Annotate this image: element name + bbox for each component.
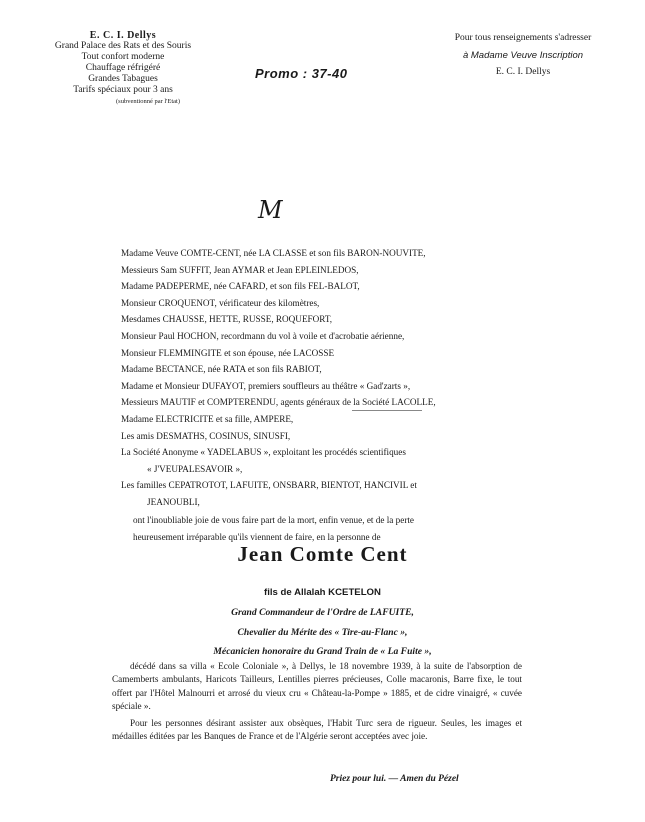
mourners-list: [121, 245, 561, 546]
monogram: M: [258, 196, 283, 224]
header-line: Grand Palace des Rats et des Souris: [54, 41, 192, 51]
honor-title: Mécanicien honoraire du Grand Train de « La Fuite »,: [213, 646, 432, 658]
header-line: Tarifs spéciaux pour 3 ans: [73, 85, 173, 95]
mourner-line: Les familles CEPATROTOT, LAFUITE, ONSBARR, BIENTOT, HANCIVIL et: [121, 480, 417, 491]
mourner-line: Messieurs MAUTIF et COMPTERENDU, agents généraux de la Société LACOLLE,: [121, 397, 436, 408]
divider-line: [352, 410, 422, 411]
mourner-line: Mesdames CHAUSSE, HETTE, RUSSE, ROQUEFORT,: [121, 314, 333, 325]
death-details-paragraph: décédé dans sa villa « Ecole Coloniale », à Dellys, le 18 novembre 1939, à la suite de l'absorption de Camemberts ambulants, Haricots Tailleurs, Lentilles pierres précieuses, Colle macaronis, Barre fixe, le tout offert par l'Hôtel Malnourri et arrosé du vieux cru « Château-la-Pompe » 1885, et de cidre vinaigré, « cuvée spéciale ».: [112, 661, 522, 712]
deceased-name: Jean Comte Cent: [237, 542, 408, 566]
promo-title: Promo : 37-40: [255, 66, 348, 81]
header-line: Tout confort moderne: [81, 52, 165, 62]
organization-name: E. C. I. Dellys: [89, 30, 157, 41]
mourner-line: Madame Veuve COMTE-CENT, née LA CLASSE et son fils BARON-NOUVITE,: [121, 248, 426, 258]
mourner-line: Monsieur CROQUENOT, vérificateur des kilomètres,: [121, 297, 320, 308]
mourner-line: Madame BECTANCE, née RATA et son fils RABIOT,: [121, 364, 322, 375]
closing-signature: Priez pour lui. — Amen du Pézel: [330, 774, 459, 784]
contact-name: à Madame Veuve Inscription: [462, 50, 584, 61]
contact-line: Pour tous renseignements s'adresser: [454, 33, 592, 43]
header-line: Chauffage réfrigéré: [85, 63, 161, 73]
mourner-line: La Société Anonyme « YADELABUS », exploitant les procédés scientifiques: [121, 447, 406, 458]
honor-title: Grand Commandeur de l'Ordre de LAFUITE,: [231, 606, 414, 618]
announcement-line: ont l'inoubliable joie de vous faire part de la mort, enfin venue, et de la perte: [133, 514, 415, 525]
announcement-line: heureusement irréparable qu'ils viennent de faire, en la personne de: [133, 532, 381, 543]
mourner-line: Madame ELECTRICITE et sa fille, AMPERE,: [121, 413, 294, 424]
left-header: [28, 30, 218, 107]
subsidy-note: (subventionné par l'Etat): [116, 98, 180, 105]
deceased-titles: [0, 583, 645, 662]
mourner-line: Les amis DESMATHS, COSINUS, SINUSFI,: [121, 430, 291, 441]
right-header: [423, 30, 623, 81]
mourner-line: Monsieur Paul HOCHON, recordmann du vol à voile et d'acrobatie aérienne,: [121, 330, 405, 341]
obituary-body: [112, 660, 522, 743]
honor-title: Chevalier du Mérite des « Tire-au-Flanc »,: [237, 626, 408, 638]
mourner-line: Madame PADEPERME, née CAFARD, et son fils FEL-BALOT,: [121, 281, 360, 292]
funeral-info-paragraph: Pour les personnes désirant assister aux obsèques, l'Habit Turc sera de rigueur. Seules, les images et médailles éditées par les Banques de France et de l'Algérie seront acceptées avec joie.: [112, 717, 522, 742]
contact-org: E. C. I. Dellys: [495, 67, 551, 77]
mourner-line: Madame et Monsieur DUFAYOT, premiers souffleurs au théâtre « Gad'zarts »,: [121, 380, 411, 391]
mourner-line: Messieurs Sam SUFFIT, Jean AYMAR et Jean EPLEINLEDOS,: [121, 264, 359, 275]
mourner-line: « J'VEUPALESAVOIR »,: [147, 463, 243, 474]
mourner-line: Monsieur FLEMMINGITE et son épouse, née LACOSSE: [121, 347, 335, 358]
header-line: Grandes Tabagues: [88, 74, 158, 84]
parentage: fils de Allalah KCETELON: [264, 587, 381, 598]
mourner-line: JEANOUBLI,: [147, 496, 200, 507]
